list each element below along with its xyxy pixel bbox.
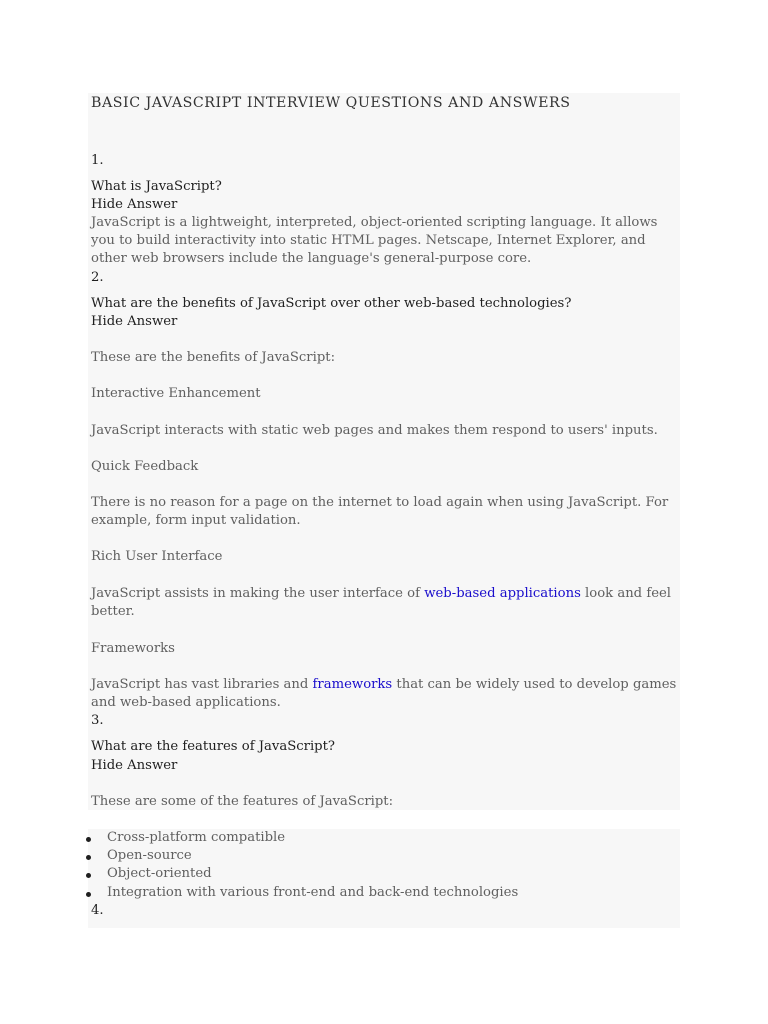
- feature-list-item: Open-source: [107, 848, 192, 863]
- benefit-text: JavaScript interacts with static web pages and makes them respond to users' inputs.: [91, 423, 658, 438]
- feature-list-item: Cross-platform compatible: [107, 830, 286, 845]
- question-number-3: 3.: [91, 713, 104, 728]
- benefit-title: Rich User Interface: [91, 549, 223, 564]
- frameworks-link[interactable]: frameworks: [312, 677, 393, 692]
- benefit-text: [91, 585, 677, 621]
- benefit-title: Interactive Enhancement: [91, 386, 261, 401]
- question-2: What are the benefits of JavaScript over other web-based technologies?: [91, 296, 572, 311]
- answer-2-intro: These are the benefits of JavaScript:: [91, 350, 336, 365]
- benefit-text: [91, 676, 677, 712]
- bullet-icon: [86, 873, 91, 878]
- question-1: What is JavaScript?: [91, 179, 222, 194]
- bullet-icon: [86, 855, 91, 860]
- bullet-icon: [86, 892, 91, 897]
- web-based-applications-link[interactable]: web-based applications: [424, 586, 581, 601]
- feature-list-item: Integration with various front-end and back-end technologies: [107, 885, 519, 900]
- benefit-text: There is no reason for a page on the internet to load again when using JavaScript. For example, form input validation.: [91, 495, 669, 528]
- benefit-title: Frameworks: [91, 641, 175, 656]
- benefit-text-part: look and feel better.: [91, 586, 672, 619]
- benefit-title: Quick Feedback: [91, 459, 199, 474]
- question-number-2: 2.: [91, 270, 104, 285]
- hide-answer-toggle-3[interactable]: Hide Answer: [91, 758, 178, 773]
- question-number-1: 1.: [91, 153, 104, 168]
- page-title: BASIC JAVASCRIPT INTERVIEW QUESTIONS AND ANSWERS: [91, 95, 571, 111]
- benefit-text-part: JavaScript has vast libraries and: [91, 677, 313, 692]
- hide-answer-toggle-2[interactable]: Hide Answer: [91, 314, 178, 329]
- question-number-4: 4.: [91, 903, 104, 918]
- bullet-icon: [86, 837, 91, 842]
- feature-list-item: Object-oriented: [107, 866, 212, 881]
- answer-1: JavaScript is a lightweight, interpreted, object-oriented scripting language. It allows you to build interactivity into static HTML pages. Netscape, Internet Explorer, and other web browsers include the language's general-purpose core.: [91, 215, 658, 266]
- question-3: What are the features of JavaScript?: [91, 739, 335, 754]
- benefit-text-part: that can be widely used to develop games and web-based applications.: [91, 677, 677, 710]
- hide-answer-toggle-1[interactable]: Hide Answer: [91, 197, 178, 212]
- benefit-text-part: JavaScript assists in making the user interface of: [91, 586, 425, 601]
- answer-3-intro: These are some of the features of JavaScript:: [91, 794, 394, 809]
